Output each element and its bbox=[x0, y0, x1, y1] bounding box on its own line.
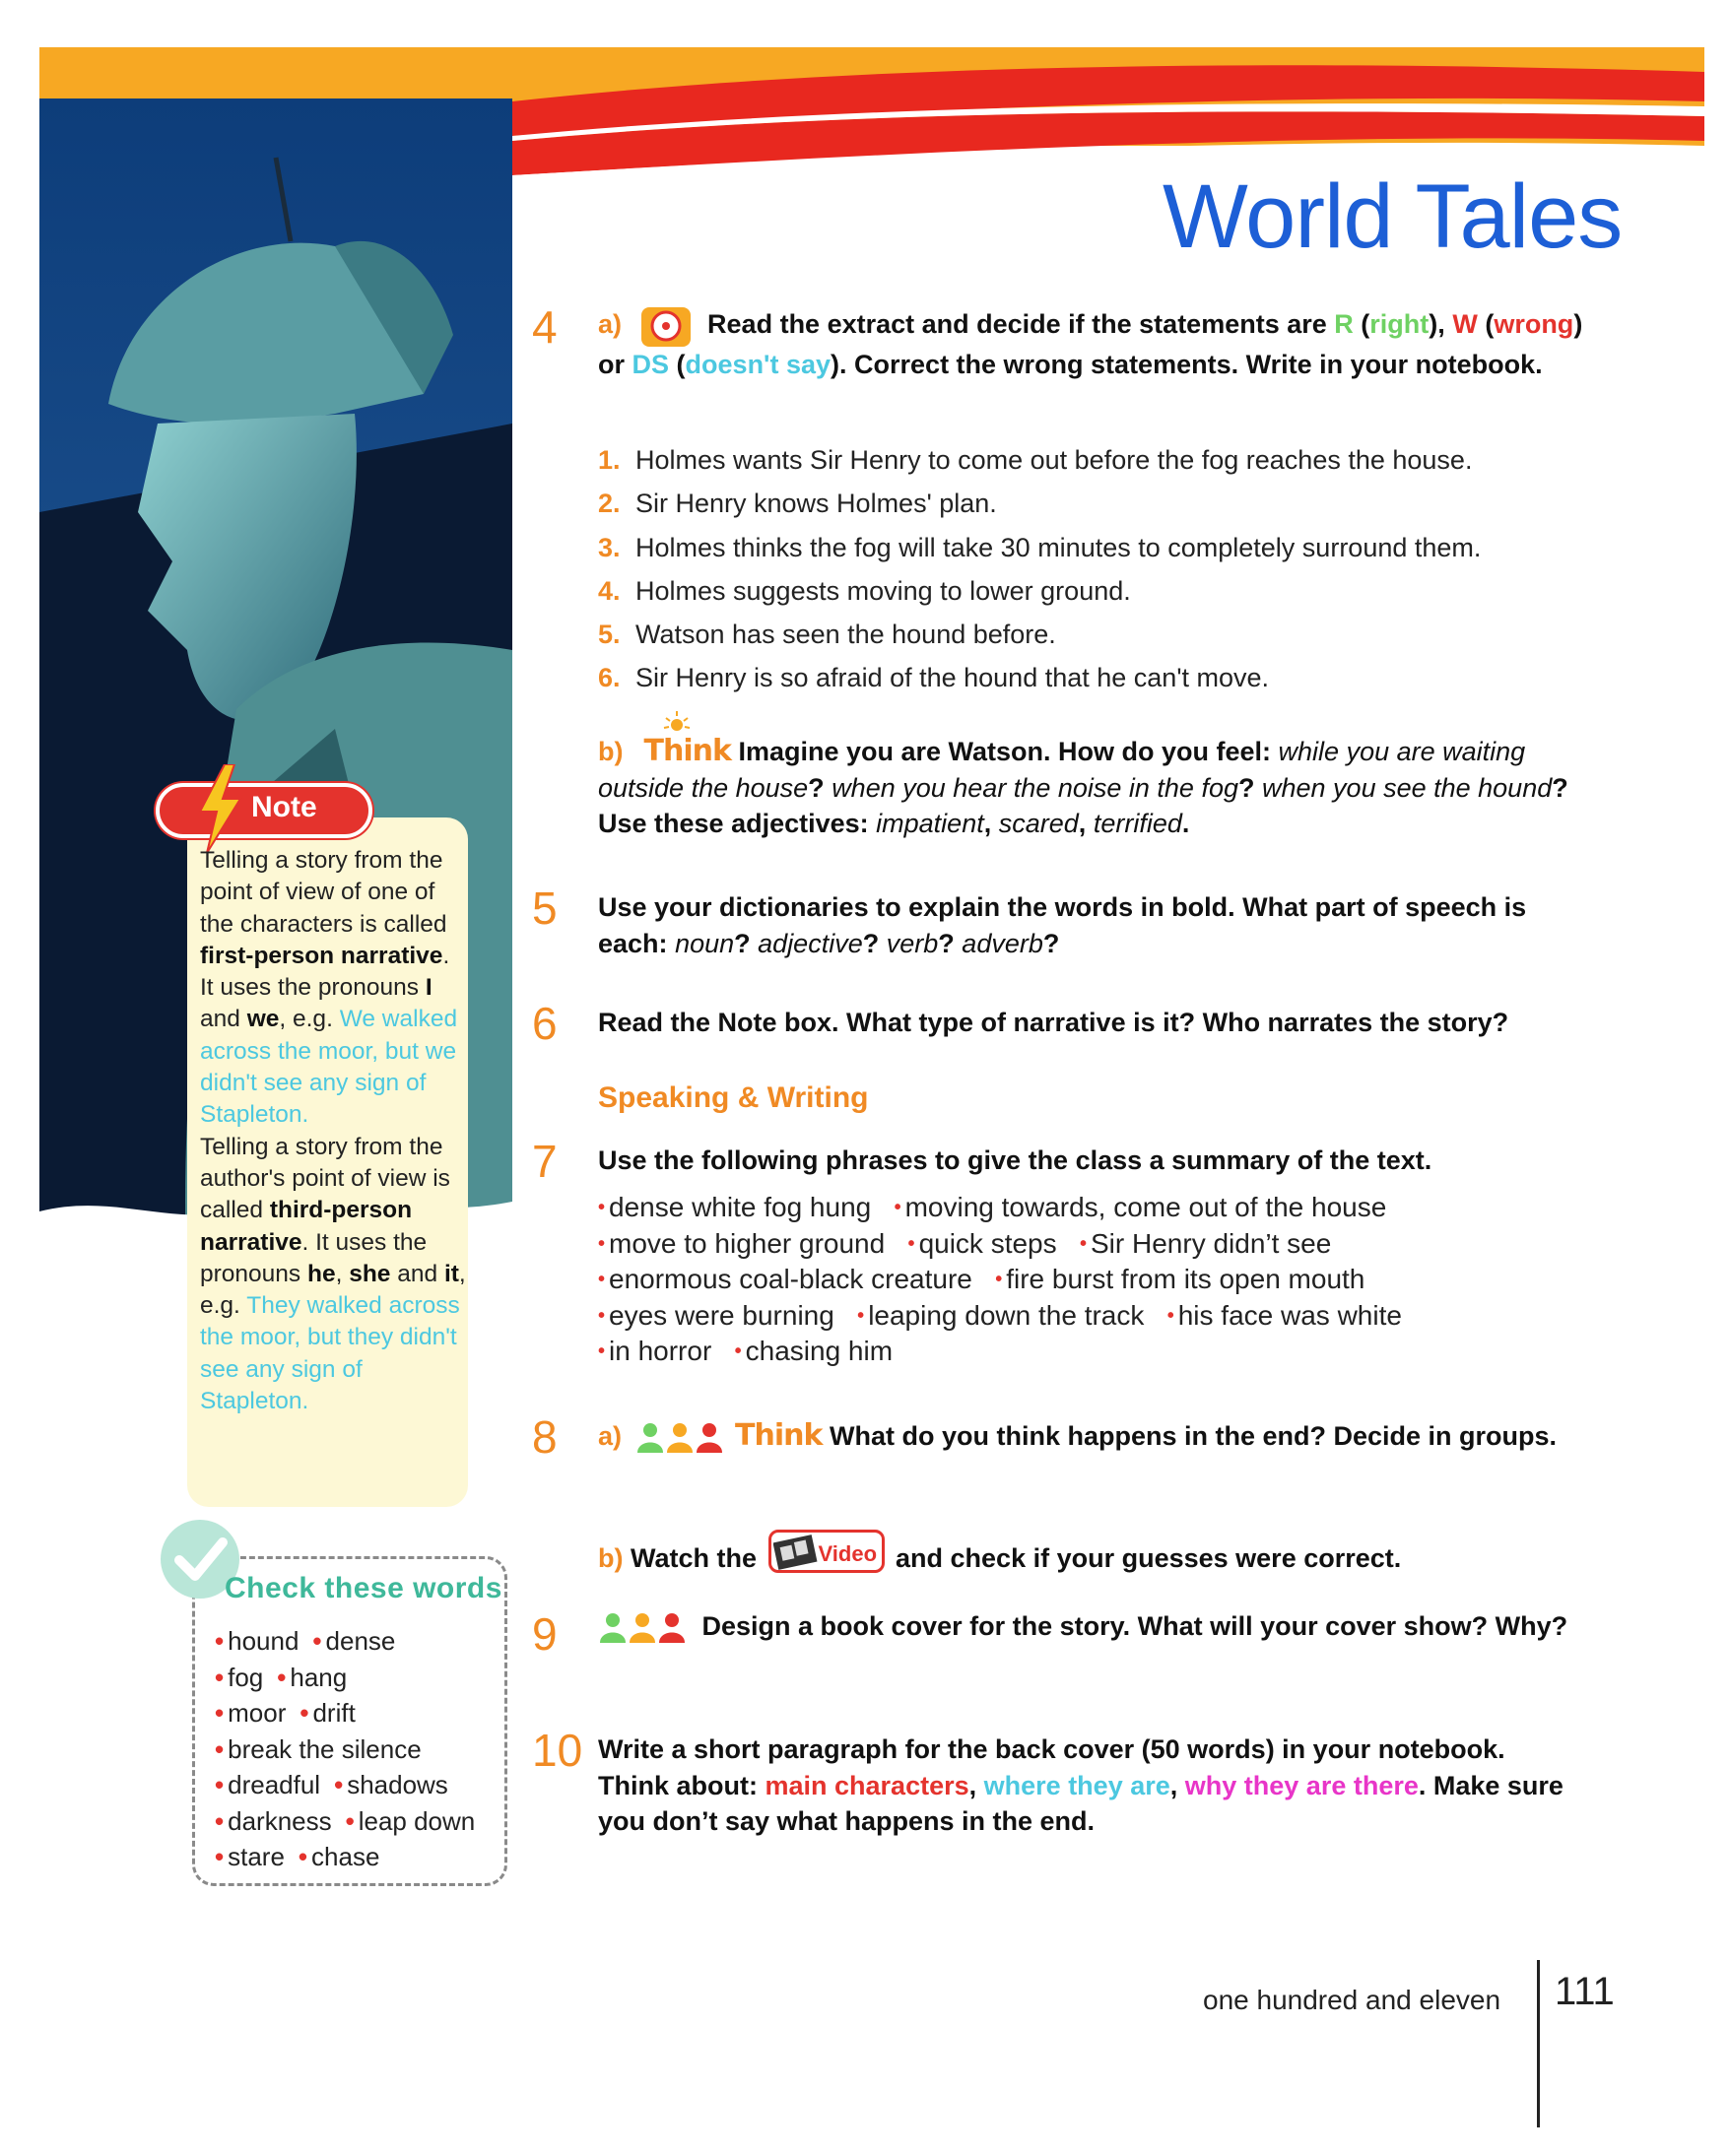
q5-instructions: Use your dictionaries to explain the words in bold. What part of speech is each: noun? adjective? verb? adverb? bbox=[598, 892, 1527, 958]
note-label: Note bbox=[251, 791, 317, 823]
q8b-instructions: b) Watch the Video and check if your guesses were correct. bbox=[598, 1530, 1583, 1577]
list-item: • stare • chase bbox=[215, 1842, 380, 1871]
list-item: • leaping down the track bbox=[857, 1299, 1145, 1331]
list-item: • his face was white bbox=[1166, 1299, 1402, 1331]
check-words-list bbox=[215, 1623, 475, 1875]
page-title: World Tales bbox=[1163, 166, 1623, 267]
list-item: • chasing him bbox=[734, 1336, 894, 1367]
list-item: • break the silence bbox=[215, 1733, 422, 1764]
question-number: 5 bbox=[532, 882, 558, 934]
list-item: • fog • hang bbox=[215, 1662, 348, 1692]
lightbulb-icon bbox=[662, 710, 692, 740]
list-item: • enormous coal-black creature bbox=[598, 1264, 972, 1295]
q9-instructions: Design a book cover for the story. What will your cover show? Why? bbox=[598, 1608, 1583, 1645]
footer-divider bbox=[1537, 1960, 1540, 2127]
think-label: Think bbox=[643, 734, 731, 768]
list-item: • hound • dense bbox=[215, 1626, 396, 1656]
list-item: 4. Holmes suggests moving to lower ground. bbox=[598, 575, 1131, 606]
question-number: 9 bbox=[532, 1608, 558, 1660]
list-item: • fire burst from its open mouth bbox=[995, 1264, 1365, 1295]
q6-instructions: Read the Note box. What type of narrative is it? Who narrates the story? bbox=[598, 1008, 1509, 1037]
question-number: 8 bbox=[532, 1411, 558, 1463]
list-item: • eyes were burning bbox=[598, 1299, 834, 1331]
list-item: • darkness • leap down bbox=[215, 1805, 476, 1836]
film-icon bbox=[773, 1533, 819, 1572]
phrases-list bbox=[598, 1190, 1583, 1370]
list-item: • dreadful • shadows bbox=[215, 1770, 448, 1799]
page-number-words: one hundred and eleven bbox=[1203, 1985, 1501, 2015]
note-text: Telling a story from the point of view of one of the characters is called first-person narrative. It uses the pronouns I and we, e.g. We walked across the moor, but we didn't see any sign of Stapleton. Telling a story from the author's point of view is called third-person narrative. It uses the pronouns he, she and it, e.g. They walked across the moor, but they didn't see any sign of Stapleton. bbox=[200, 847, 466, 1415]
audio-cd-icon bbox=[635, 305, 697, 351]
list-item: • in horror bbox=[598, 1336, 712, 1367]
section-title: Speaking & Writing bbox=[598, 1081, 869, 1114]
list-item: 3. Holmes thinks the fog will take 30 minutes to completely surround them. bbox=[598, 532, 1482, 562]
list-item: 5. Watson has seen the hound before. bbox=[598, 620, 1056, 650]
group-icon bbox=[635, 1421, 724, 1455]
question-number: 4 bbox=[532, 301, 558, 353]
think-label: Think bbox=[735, 1418, 823, 1453]
q7-instructions: Use the following phrases to give the class a summary of the text. bbox=[598, 1145, 1432, 1175]
q8a-instructions: a) Think What do you think happens in the end? Decide in groups. bbox=[598, 1418, 1558, 1453]
question-number: 6 bbox=[532, 998, 558, 1049]
statements-list bbox=[598, 438, 1481, 700]
list-item: • dense white fog hung bbox=[598, 1192, 872, 1222]
q4b-instructions: b) Think Imagine you are Watson. How do you feel: while you are waiting outside the house? when you hear the noise in the fog? when you see the hound? Use these adjectives: impatient, scared, terrified. bbox=[598, 734, 1583, 842]
list-item: • moor • drift bbox=[215, 1698, 356, 1728]
question-number: 7 bbox=[532, 1136, 558, 1187]
check-words-title: Check these words bbox=[225, 1572, 502, 1604]
lightning-icon bbox=[195, 764, 244, 853]
list-item: • moving towards, come out of the house bbox=[894, 1192, 1387, 1222]
list-item: 2. Sir Henry knows Holmes' plan. bbox=[598, 489, 997, 519]
list-item: • Sir Henry didn’t see bbox=[1079, 1227, 1332, 1259]
list-item: 6. Sir Henry is so afraid of the hound that he can't move. bbox=[598, 663, 1270, 693]
video-button[interactable] bbox=[768, 1530, 885, 1573]
q4a-instructions: a) Read the extract and decide if the statements are R (right), W (wrong) or DS (doesn't say). Correct the wrong statements. Write in your notebook. bbox=[598, 305, 1583, 383]
list-item: 1. Holmes wants Sir Henry to come out before the fog reaches the house. bbox=[598, 445, 1473, 475]
list-item: • move to higher ground bbox=[598, 1227, 886, 1259]
q10-instructions: Write a short paragraph for the back cover (50 words) in your notebook. Think about: main characters, where they are, why they are there. Make sure you don’t say what happens in the end. bbox=[598, 1734, 1564, 1836]
video-label: Video bbox=[818, 1541, 878, 1566]
group-icon bbox=[598, 1611, 687, 1645]
list-item: • quick steps bbox=[907, 1227, 1057, 1259]
question-number: 10 bbox=[532, 1725, 583, 1776]
page-number: 111 bbox=[1555, 1970, 1615, 2013]
